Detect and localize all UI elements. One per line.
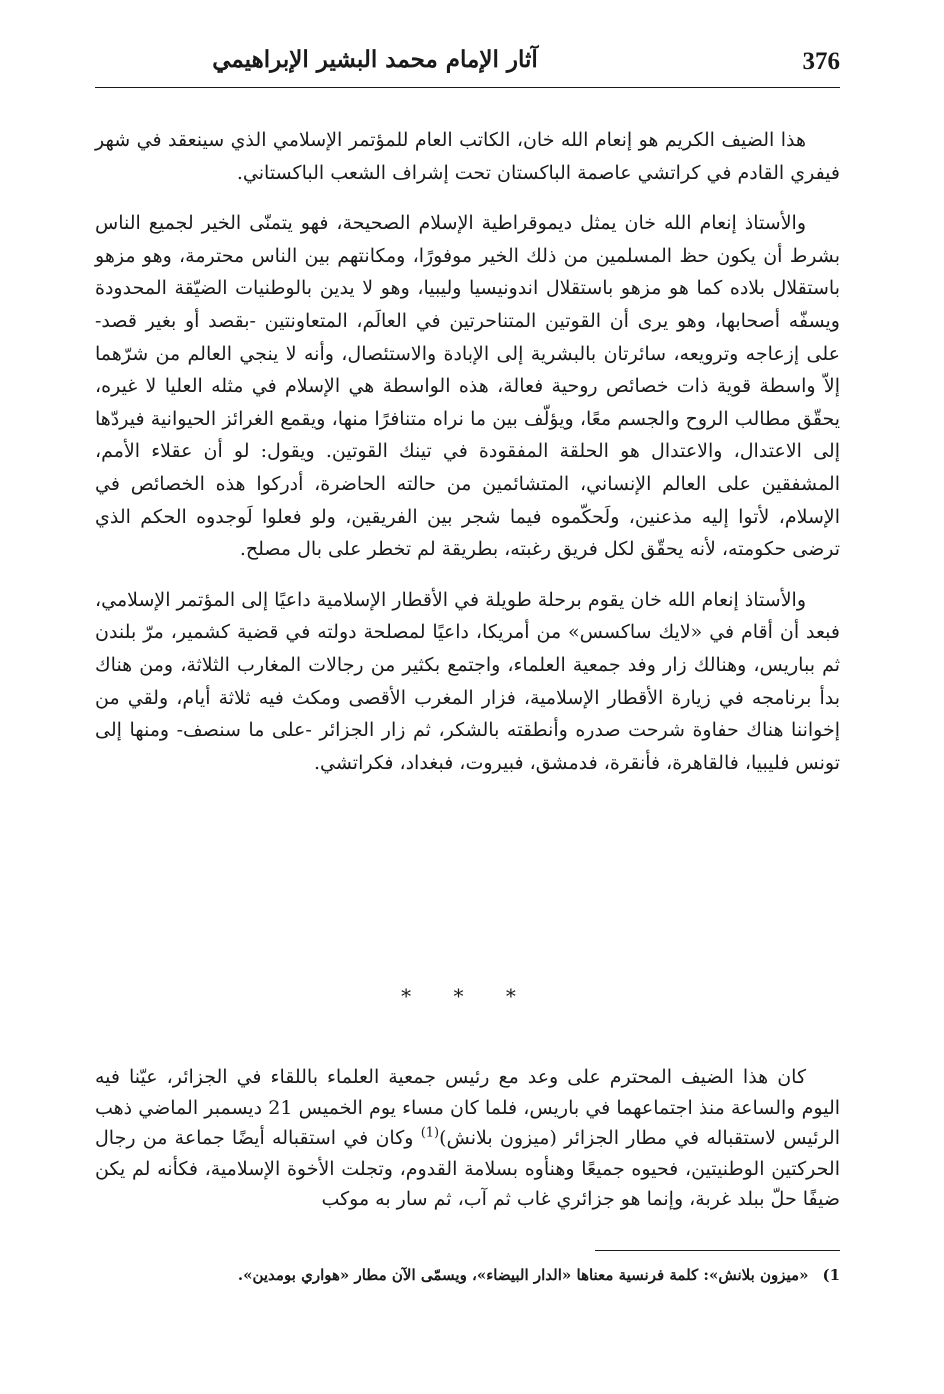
section-2-text (95, 1062, 840, 1215)
header-rule (95, 87, 840, 88)
main-text (95, 124, 840, 797)
paragraph-2: والأستاذ إنعام الله خان يمثل ديموقراطية الإسلام الصحيحة، فهو يتمنّى الخير لجميع الناس بشرط أن يكون حظ المسلمين من ذلك الخير موفورًا، ومكانتهم بين الناس محترمة، وهو مزهو باستقلال بلاده كما هو مزهو باستقلال اندونيسيا وليبيا، وهو لا يدين بالوطنيات الضيّقة المحدودة ويسفّه أصحابها، وهو يرى أن القوتين المتناحرتين في العالَم، المتعاونتين -بقصد أو بغير قصد- على إزعاجه وترويعه، سائرتان بالبشرية إلى الإبادة والاستئصال، وأنه لا ينجي العالم من شرّهما إلاّ واسطة قوية ذات خصائص روحية فعالة، هذه الواسطة هي الإسلام في مثله العليا لا غيره، يحقّق مطالب الروح والجسم معًا، ويؤلّف بين ما نراه متنافرًا منها، ويقمع الغرائز الحيوانية فيردّها إلى الاعتدال، والاعتدال هو الحلقة المفقودة في تينك القوتين. ويقول: لو أن عقلاء الأمم، المشفقين على العالم الإنساني، المتشائمين من حالته الحاضرة، أدركوا هذه الخصائص في الإسلام، لأتوا إليه مذعنين، ولَحكّموه فيما شجر بين الفريقين، ولو فعلوا لَوجدوه الحكم الذي ترضى حكومته، لأنه يحقّق لكل فريق رغبته، بطريقة لم تخطر على بال مصلح. (95, 212, 840, 561)
section-separator: * * * (401, 984, 534, 1008)
footnote (95, 1262, 840, 1288)
footnote-rule (595, 1250, 840, 1251)
running-title: آثار الإمام محمد البشير الإبراهيمي (212, 46, 538, 73)
paragraph-3: والأستاذ إنعام الله خان يقوم برحلة طويلة في الأقطار الإسلامية داعيًا إلى المؤتمر الإسلامي، فبعد أن أقام في «لايك ساكسس» من أمريكا، داعيًا لمصلحة دولته في قضية كشمير، مرّ بلندن ثم بباريس، وهنالك زار وفد جمعية العلماء، واجتمع بكثير من رجالات المغارب الثلاثة، ومن هناك بدأ برنامجه في زيارة الأقطار الإسلامية، فزار المغرب الأقصى ومكث فيه ثلاثة أيام، ولقي من إخواننا هناك حفاوة شرحت صدره وأنطقته بالشكر، ثم زار الجزائر -على ما سنصف- ومنها إلى تونس فليبيا، فالقاهرة، فأنقرة، فدمشق، فبيروت، فبغداد، فكراتشي. (95, 588, 840, 774)
paragraph-4 (95, 1062, 840, 1215)
footnote-reference: (1) (420, 1125, 440, 1141)
page-number: 376 (802, 48, 840, 75)
page-header (95, 44, 840, 88)
footnote-text: «ميزون بلانش»: كلمة فرنسية معناها «الدار البيضاء»، ويسمّى الآن مطار «هواري بومدين». (237, 1266, 809, 1284)
paragraph-4-part-2: وكان في استقباله أيضًا جماعة من رجال الحركتين الوطنيتين، فحيوه جميعًا وهنأوه بسلامة القدوم، وتجلت الأخوة الإسلامية، فكأنه لم يكن ضيفًا حلّ ببلد غربة، وإنما هو جزائري غاب ثم آب، ثم سار به موكب (95, 1127, 840, 1210)
paragraph-4-part-1: كان هذا الضيف المحترم على وعد مع رئيس جمعية العلماء باللقاء في الجزائر، عيّنا فيه اليوم والساعة منذ اجتماعهما في باريس، فلما كان مساء يوم الخميس 21 ديسمبر الماضي ذهب الرئيس لاستقباله في مطار الجزائر (ميزون بلانش) (95, 1066, 841, 1149)
footnote-number: 1) (822, 1266, 840, 1284)
paragraph-1: هذا الضيف الكريم هو إنعام الله خان، الكاتب العام للمؤتمر الإسلامي الذي سينعقد في شهر فيفري القادم في كراتشي عاصمة الباكستان تحت إشراف الشعب الباكستاني. (95, 129, 840, 184)
